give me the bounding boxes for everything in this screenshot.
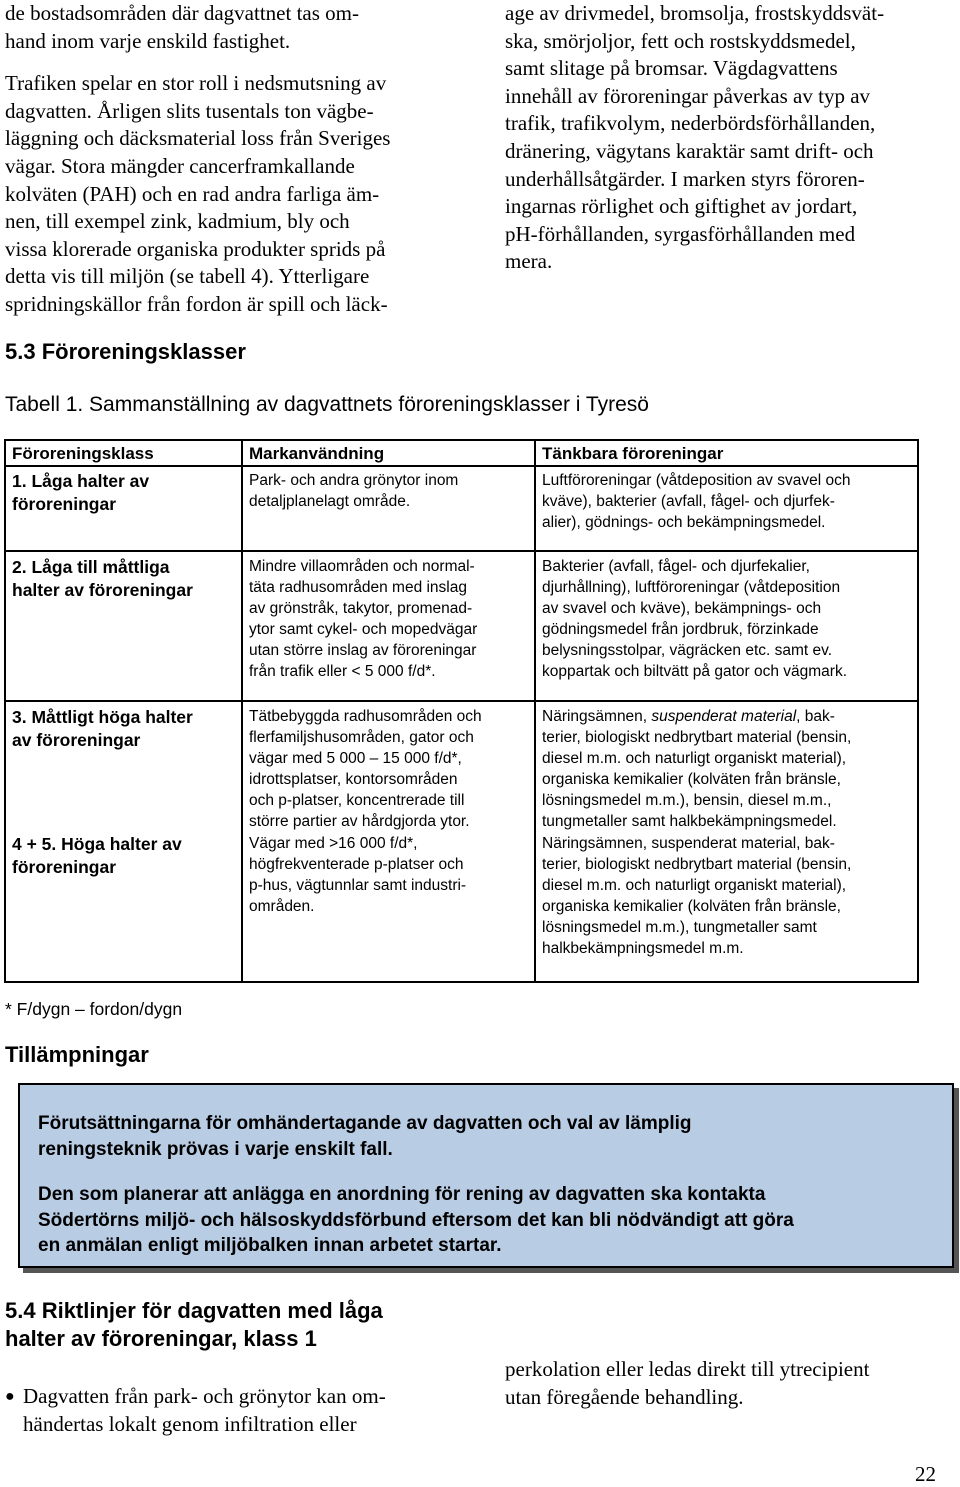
- pollutants-cell: [535, 466, 918, 551]
- info-line: Den som planerar att anlägga en anordning för rening av dagvatten ska kontakta: [38, 1184, 766, 1205]
- text-line: Dagvatten från park- och grönytor kan om-: [23, 1384, 386, 1408]
- text-line: trafik, trafikvolym, nederbördsförhållanden,: [505, 111, 876, 136]
- info-line: Södertörns miljö- och hälsoskyddsförbund eftersom det kan bli nödvändigt att göra: [38, 1209, 794, 1231]
- table-footnote: * F/dygn – fordon/dygn: [5, 999, 183, 1019]
- intro-right-column: [505, 0, 884, 276]
- section-heading: [5, 1297, 383, 1353]
- pollutants-cell: [535, 551, 918, 701]
- cell-line: vägar med 5 000 – 15 000 f/d*,: [249, 750, 462, 767]
- cell-line: terier, biologiskt nedbrytbart material (bensin,: [542, 856, 852, 873]
- cell-line: 1. Låga halter av: [12, 471, 150, 491]
- info-box: [18, 1083, 954, 1268]
- cell-text: Näringsämnen,: [542, 708, 652, 725]
- text-line: ingarnas rörlighet och giftighet av jordart,: [505, 194, 858, 219]
- heading-line: 5.4 Riktlinjer för dagvatten med låga: [5, 1298, 383, 1323]
- cell-line: lösningsmedel m.m.), bensin, diesel m.m.,: [542, 792, 832, 809]
- column-header: Föroreningsklass: [5, 440, 242, 466]
- cell-line: Bakterier (avfall, fågel- och djurfekalier,: [542, 558, 810, 575]
- text-line: vissa klorerade organiska produkter sprids på: [5, 236, 386, 261]
- text-line: age av drivmedel, bromsolja, frostskyddsvät-: [505, 1, 885, 25]
- cell-line: organiska kemikalier (kolväten från bränsle,: [542, 898, 841, 915]
- cell-line: av föroreningar: [12, 730, 141, 750]
- list-item: [5, 1383, 386, 1438]
- info-line: reningsteknik prövas i varje enskilt fall.: [38, 1138, 393, 1160]
- table-row: [5, 832, 918, 982]
- cell-text-emphasis: suspenderat material: [651, 708, 797, 725]
- text-line: läggning och däcksmaterial loss från Sveriges: [5, 126, 391, 151]
- cell-line: utan större inslag av föroreningar: [249, 642, 477, 659]
- cell-line: föroreningar: [12, 494, 117, 514]
- cell-line: idrottsplatser, kontorsområden: [249, 771, 458, 788]
- class-cell: [5, 551, 242, 701]
- text-line: perkolation eller ledas direkt till ytrecipient: [505, 1357, 870, 1381]
- cell-line: alier), gödnings- och bekämpningsmedel.: [542, 514, 826, 531]
- cell-line: gödningsmedel från jordbruk, förzinkade: [542, 621, 819, 638]
- cell-line: detaljplanelagt område.: [249, 493, 411, 510]
- text-line: [5, 55, 390, 70]
- text-line: underhållsåtgärder. I marken styrs föroren-: [505, 166, 865, 191]
- text-line: de bostadsområden där dagvattnet tas om-: [5, 1, 359, 25]
- cell-line: av grönstråk, takytor, promenad-: [249, 600, 473, 617]
- land-use-cell: [242, 832, 535, 982]
- cell-line: diesel m.m. och naturligt organiskt material),: [542, 750, 847, 767]
- text-line: innehåll av föroreningar påverkas av typ av: [505, 83, 871, 108]
- table-row: [5, 701, 918, 832]
- cell-line: Park- och andra grönytor inom: [249, 472, 459, 489]
- text-line: vägar. Stora mängder cancerframkallande: [5, 153, 355, 178]
- cell-line: Vägar med >16 000 f/d*,: [249, 835, 418, 852]
- bullet-list: [5, 1383, 386, 1438]
- land-use-cell: [242, 466, 535, 551]
- section-heading: 5.3 Föroreningsklasser: [5, 339, 246, 364]
- text-line: mera.: [505, 249, 553, 274]
- cell-line: flerfamiljshusområden, gator och: [249, 729, 474, 746]
- cell-line: halter av föroreningar: [12, 580, 193, 600]
- cell-line: Tätbebyggda radhusområden och: [249, 708, 482, 725]
- cell-line: Mindre villaområden och normal-: [249, 558, 475, 575]
- text-line: spridningskällor från fordon är spill och läck-: [5, 291, 388, 316]
- bullet-icon: ●: [5, 1388, 15, 1405]
- text-line: Trafiken spelar en stor roll i nedsmutsning av: [5, 71, 387, 96]
- land-use-cell: [242, 551, 535, 701]
- text-line: ska, smörjoljor, fett och rostskyddsmedel,: [505, 28, 856, 53]
- cell-line: belysningsstolpar, vägräcken etc. samt ev.: [542, 642, 833, 659]
- text-line: händertas lokalt genom infiltration eller: [23, 1411, 357, 1436]
- cell-line: större partier av hårdgjorda ytor.: [249, 813, 470, 830]
- info-paragraph: [38, 1182, 794, 1259]
- info-line: Förutsättningarna för omhändertagande av dagvatten och val av lämplig: [38, 1113, 692, 1134]
- section-54-right-column: [505, 1356, 869, 1411]
- text-line: utan föregående behandling.: [505, 1384, 744, 1409]
- class-cell: [5, 701, 242, 832]
- text-line: dränering, vägytans karaktär samt drift- och: [505, 138, 874, 163]
- text-line: kolväten (PAH) och en rad andra farliga äm-: [5, 181, 380, 206]
- text-line: hand inom varje enskild fastighet.: [5, 28, 291, 53]
- cell-line: kväve), bakterier (avfall, fågel- och djurfek-: [542, 493, 835, 510]
- pollutants-cell: [535, 832, 918, 982]
- cell-line: djurhållning), luftföroreningar (våtdeposition: [542, 579, 841, 596]
- column-header: Markanvändning: [242, 440, 535, 466]
- cell-line: tungmetaller samt halkbekämpningsmedel.: [542, 813, 837, 830]
- cell-line: Luftföroreningar (våtdeposition av svavel och: [542, 472, 851, 489]
- info-line: en anmälan enligt miljöbalken innan arbetet startar.: [38, 1235, 502, 1256]
- pollution-class-table: [4, 439, 919, 983]
- cell-line: från trafik eller < 5 000 f/d*.: [249, 663, 436, 680]
- info-paragraph: [38, 1111, 692, 1162]
- cell-line: p-hus, vägtunnlar samt industri-: [249, 877, 467, 894]
- cell-line: lösningsmedel m.m.), tungmetaller samt: [542, 919, 817, 936]
- cell-line: och p-platser, koncentrerade till: [249, 792, 465, 809]
- text-line: detta vis till miljön (se tabell 4). Ytterligare: [5, 264, 370, 289]
- cell-line: organiska kemikalier (kolväten från bränsle,: [542, 771, 841, 788]
- intro-left-column: [5, 0, 390, 319]
- cell-line: halkbekämpningsmedel m.m.: [542, 940, 744, 957]
- heading-line: halter av föroreningar, klass 1: [5, 1326, 317, 1351]
- cell-line: diesel m.m. och naturligt organiskt material),: [542, 877, 847, 894]
- cell-line: 3. Måttligt höga halter: [12, 707, 193, 727]
- cell-line: terier, biologiskt nedbrytbart material (bensin,: [542, 729, 852, 746]
- class-cell: [5, 466, 242, 551]
- page-number: 22: [915, 1462, 936, 1486]
- land-use-cell: [242, 701, 535, 832]
- text-line: pH-förhållanden, syrgasförhållanden med: [505, 221, 856, 246]
- text-line: samt slitage på bromsar. Vägdagvattens: [505, 56, 838, 81]
- cell-line: [542, 706, 913, 727]
- column-header: Tänkbara föroreningar: [535, 440, 918, 466]
- text-line: dagvatten. Årligen slits tusentals ton vägbe-: [5, 98, 374, 123]
- cell-line: Näringsämnen, suspenderat material, bak-: [542, 835, 835, 852]
- cell-line: täta radhusområden med inslag: [249, 579, 467, 596]
- applications-heading: Tillämpningar: [5, 1042, 149, 1067]
- cell-line: högfrekventerade p-platser och: [249, 856, 464, 873]
- cell-line: av svavel och kväve), bekämpnings- och: [542, 600, 822, 617]
- table-header-row: [5, 440, 918, 466]
- text-line: nen, till exempel zink, kadmium, bly och: [5, 209, 350, 234]
- table-row: [5, 551, 918, 701]
- cell-line: 2. Låga till måttliga: [12, 557, 170, 577]
- cell-line: ytor samt cykel- och mopedvägar: [249, 621, 478, 638]
- table-caption: Tabell 1. Sammanställning av dagvattnets föroreningsklasser i Tyresö: [5, 393, 649, 416]
- cell-line: koppartak och biltvätt på gator och vägmark.: [542, 663, 847, 680]
- cell-line: områden.: [249, 898, 315, 915]
- pollutants-cell: [535, 701, 918, 832]
- table-row: [5, 466, 918, 551]
- cell-line: föroreningar: [12, 857, 117, 877]
- class-cell: [5, 832, 242, 982]
- cell-line: 4 + 5. Höga halter av: [12, 834, 182, 854]
- cell-text: , bak-: [796, 708, 835, 725]
